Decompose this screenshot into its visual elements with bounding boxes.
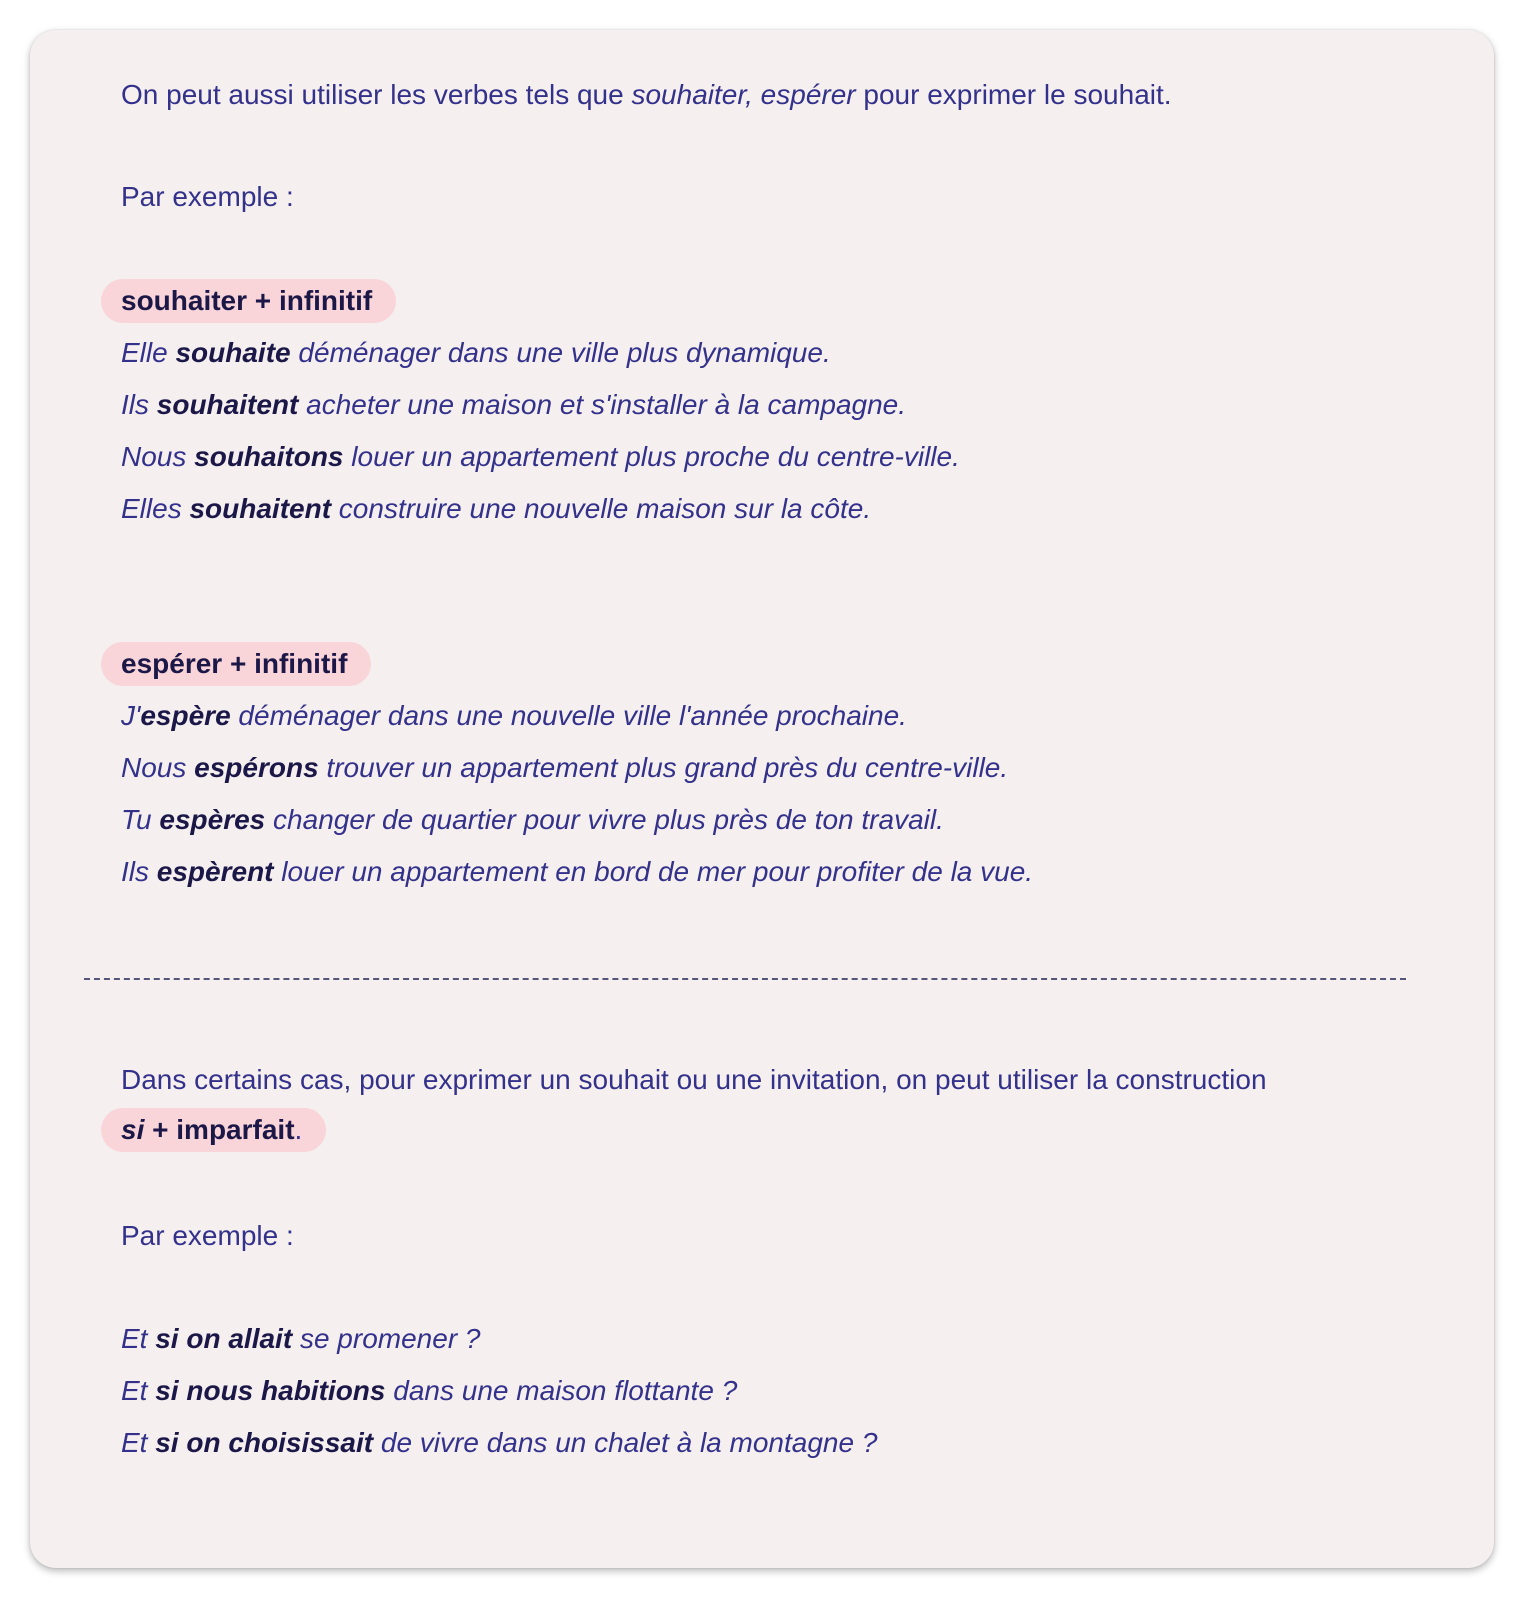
verb-form: souhaitent [189, 493, 332, 524]
text-fragment: déménager dans une ville plus dynamique. [290, 337, 831, 368]
example-line [121, 1319, 481, 1359]
lesson-card [30, 30, 1494, 1568]
souhaiter-pill: souhaiter + infinitif [101, 279, 396, 323]
verb-form: si on choisissait [155, 1427, 374, 1458]
text-fragment: Elle [121, 337, 176, 368]
text-fragment: Elles [121, 493, 190, 524]
verb-form: si nous habitions [155, 1375, 386, 1406]
text-fragment: trouver un appartement plus grand près du centre-ville. [318, 752, 1009, 783]
example-line [121, 748, 1008, 788]
dashed-divider [84, 978, 1406, 980]
text-fragment: louer un appartement en bord de mer pour profiter de la vue. [273, 856, 1034, 887]
text-fragment: Nous [121, 441, 195, 472]
si-word: si [121, 1114, 145, 1145]
intro-after: pour exprimer le souhait. [855, 79, 1172, 110]
text-fragment: Nous [121, 752, 195, 783]
text-fragment: Ils [121, 389, 157, 420]
example-line [121, 1423, 877, 1463]
pill-rest: + imparfait [144, 1114, 295, 1145]
verb-form: espères [159, 804, 266, 835]
text-fragment: Et [121, 1323, 156, 1354]
text-fragment: J' [121, 700, 141, 731]
example-label: Par exemple : [121, 181, 294, 212]
example-line [121, 489, 871, 529]
text-fragment: acheter une maison et s'installer à la campagne. [298, 389, 907, 420]
example-label: Par exemple : [121, 1220, 294, 1251]
text-fragment: Tu [121, 804, 160, 835]
intro-verbs: souhaiter, espérer [631, 79, 856, 110]
text-fragment: Et [121, 1375, 156, 1406]
text-fragment: de vivre dans un chalet à la montagne ? [373, 1427, 878, 1458]
verb-form: souhaitent [156, 389, 299, 420]
verb-form: espérons [194, 752, 319, 783]
text-fragment: déménager dans une nouvelle ville l'année prochaine. [230, 700, 907, 731]
intro-text [121, 75, 1172, 115]
esperer-pill: espérer + infinitif [101, 642, 371, 686]
text-fragment: construire une nouvelle maison sur la côte. [331, 493, 872, 524]
verb-form: espèrent [156, 856, 274, 887]
example-line [121, 1371, 737, 1411]
example-line [121, 696, 907, 736]
verb-form: si on allait [155, 1323, 293, 1354]
text-fragment: se promener ? [292, 1323, 481, 1354]
pill-period: . [294, 1114, 303, 1145]
text-fragment: Et [121, 1427, 156, 1458]
si-imparfait-pill [101, 1108, 326, 1152]
text-fragment: changer de quartier pour vivre plus près de ton travail. [265, 804, 944, 835]
example-line [121, 385, 906, 425]
example-line [121, 437, 960, 477]
text-fragment: louer un appartement plus proche du centre-ville. [343, 441, 960, 472]
verb-form: souhaitons [194, 441, 344, 472]
example-line [121, 852, 1033, 892]
text-fragment: dans une maison flottante ? [385, 1375, 738, 1406]
verb-form: espère [140, 700, 231, 731]
verb-form: souhaite [175, 337, 291, 368]
example-line [121, 333, 831, 373]
intro-before: On peut aussi utiliser les verbes tels que [121, 79, 632, 110]
si-intro-text: Dans certains cas, pour exprimer un souhait ou une invitation, on peut utiliser la construction [121, 1064, 1267, 1095]
example-line [121, 800, 944, 840]
text-fragment: Ils [121, 856, 157, 887]
